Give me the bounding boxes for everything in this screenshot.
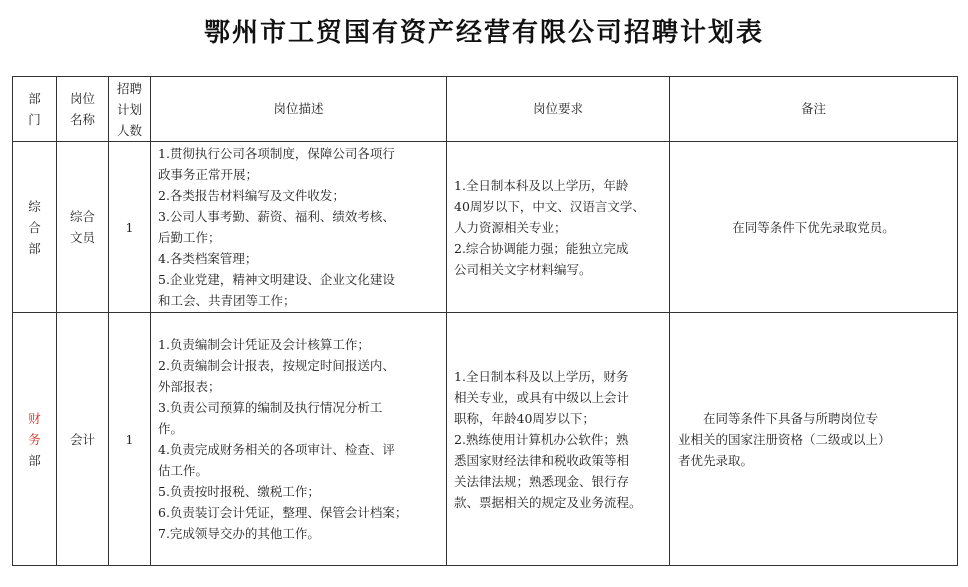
- requirement-line: 2.综合协调能力强；能独立完成: [454, 240, 629, 256]
- dept-char: 综: [28, 198, 41, 214]
- dept-char: 部: [28, 240, 41, 256]
- header-position: [57, 77, 109, 142]
- description-line: 和工会、共青团等工作；: [158, 293, 296, 308]
- description-line: 3.公司人事考勤、薪资、福利、绩效考核、: [158, 209, 395, 224]
- requirements-cell: [447, 313, 670, 566]
- header-dept-line: 门: [28, 112, 41, 127]
- position-cell: [57, 142, 109, 313]
- description-line: 5.企业党建，精神文明建设、企业文化建设: [158, 272, 395, 287]
- note-line: 者优先录取。: [678, 452, 754, 468]
- header-count: [109, 77, 151, 142]
- count-cell: 1: [109, 313, 151, 566]
- description-line: 2.各类报告材料编写及文件收发；: [158, 188, 345, 203]
- requirement-line: 相关专业，或具有中级以上会计: [454, 389, 630, 405]
- description-line: 7.完成领导交办的其他工作。: [158, 526, 320, 541]
- requirement-line: 关法律法规；熟悉现金、银行存: [454, 473, 630, 489]
- requirement-line: 款、票据相关的规定及业务流程。: [454, 494, 642, 510]
- table-row: [13, 313, 958, 566]
- description-line: 1.贯彻执行公司各项制度，保障公司各项行: [158, 146, 395, 161]
- description-line: 估工作。: [158, 463, 209, 478]
- table-row: [13, 142, 958, 313]
- description-cell: [151, 313, 447, 566]
- recruitment-table: [12, 76, 958, 566]
- dept-char: 合: [28, 219, 41, 235]
- requirement-line: 职称，年龄40周岁以下；: [454, 410, 595, 426]
- description-line: 4.负责完成财务相关的各项审计、检查、评: [158, 442, 395, 457]
- description-line: 6.负责装订会计凭证，整理、保管会计档案；: [158, 505, 408, 520]
- header-count-line: 招聘: [116, 80, 142, 96]
- requirement-line: 1.全日制本科及以上学历，年龄: [454, 177, 629, 193]
- header-count-line: 计划: [116, 101, 142, 117]
- dept-char: 财: [28, 410, 41, 426]
- description-line: 作。: [158, 421, 184, 436]
- description-line: 后勤工作；: [158, 230, 221, 245]
- requirement-line: 40周岁以下，中文、汉语言文学、: [454, 198, 645, 214]
- description-line: 政事务正常开展；: [158, 167, 259, 182]
- notes-cell: [670, 313, 958, 566]
- requirement-line: 悉国家财经法律和税收政策等相: [454, 452, 630, 468]
- header-position-line: 岗位: [69, 91, 95, 106]
- requirements-cell: [447, 142, 670, 313]
- header-row: [13, 77, 958, 142]
- dept-char: 务: [28, 431, 41, 447]
- note-line: 在同等条件下具备与所聘岗位专: [703, 410, 879, 426]
- count-cell: 1: [109, 142, 151, 313]
- page-title: 鄂州市工贸国有资产经营有限公司招聘计划表: [203, 18, 764, 48]
- header-count-line: 人数: [116, 122, 142, 138]
- position-line: 综合: [69, 209, 95, 224]
- description-cell: [151, 142, 447, 313]
- header-dept: [13, 77, 57, 142]
- note-line: 业相关的国家注册资格（二级或以上）: [678, 431, 891, 447]
- header-position-line: 名称: [69, 112, 95, 127]
- note-line: 在同等条件下优先录取党员。: [732, 219, 895, 235]
- requirement-line: 2.熟练使用计算机办公软件；熟: [454, 431, 629, 447]
- dept-cell: [13, 313, 57, 566]
- header-notes: 备注: [670, 77, 958, 142]
- position-line: 会计: [69, 431, 95, 447]
- header-requirements: 岗位要求: [447, 77, 670, 142]
- header-dept-line: 部: [28, 91, 41, 106]
- description-line: 3.负责公司预算的编制及执行情况分析工: [158, 400, 383, 415]
- position-cell: [57, 313, 109, 566]
- description-line: 2.负责编制会计报表，按规定时间报送内、: [158, 358, 395, 373]
- description-line: 5.负责按时报税、缴税工作；: [158, 484, 320, 499]
- description-line: 外部报表；: [158, 379, 221, 394]
- position-line: 文员: [69, 230, 95, 245]
- notes-cell: [670, 142, 958, 313]
- dept-cell: [13, 142, 57, 313]
- header-description: 岗位描述: [151, 77, 447, 142]
- description-line: 1.负责编制会计凭证及会计核算工作；: [158, 337, 370, 352]
- dept-char: 部: [28, 452, 41, 468]
- requirement-line: 人力资源相关专业；: [454, 219, 567, 235]
- requirement-line: 公司相关文字材料编写。: [454, 261, 592, 277]
- requirement-line: 1.全日制本科及以上学历，财务: [454, 368, 629, 384]
- description-line: 4.各类档案管理；: [158, 251, 258, 266]
